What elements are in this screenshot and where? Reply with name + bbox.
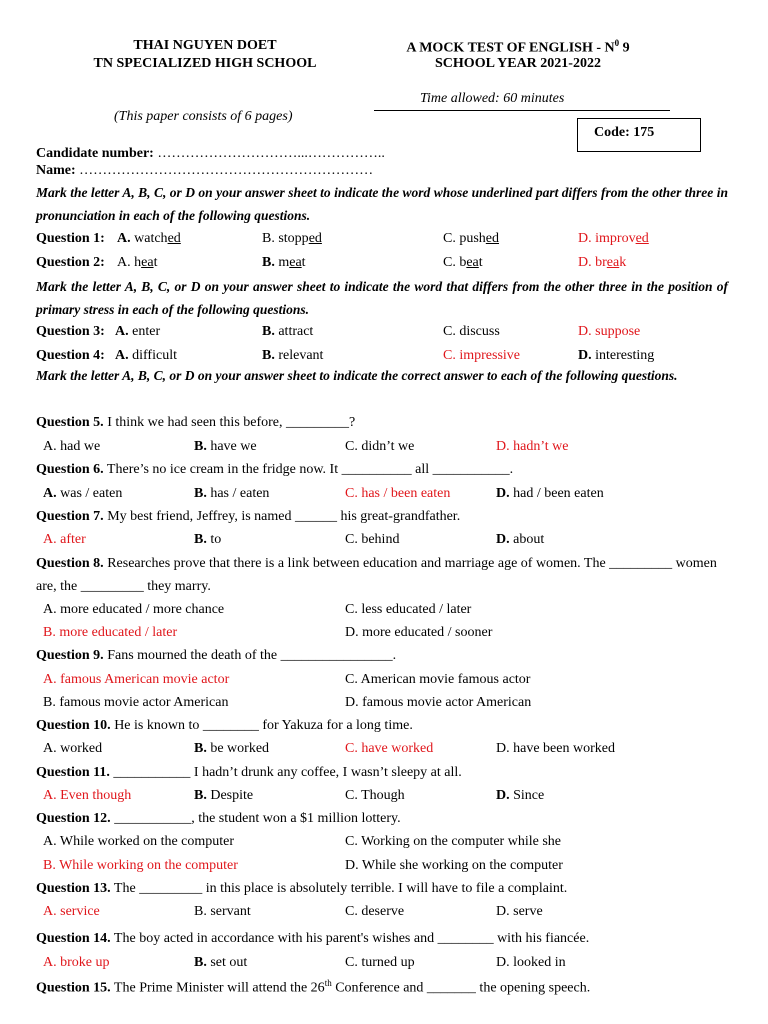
q2-option-c: C. beat	[443, 255, 483, 270]
test-title: A MOCK TEST OF ENGLISH - $N^0$ 9	[406, 38, 630, 56]
school-name: TN SPECIALIZED HIGH SCHOOL	[93, 56, 317, 71]
question-3: Question 3:	[36, 324, 105, 339]
q6-option-d: D. had / been eaten	[496, 486, 604, 501]
instruction-pronunciation: Mark the letter A, B, C, or D on your answer sheet to indicate the word whose underlined part differs from the other three in pronunciation in each of the following questions.	[36, 185, 728, 223]
q1-option-a: A. watched	[117, 231, 181, 246]
q3-option-a: A. enter	[115, 324, 161, 339]
q13-option-a: A. service	[43, 904, 100, 919]
school-authority: THAI NGUYEN DOET	[133, 38, 277, 53]
q8-option-d: D. more educated / sooner	[345, 625, 493, 640]
q8-option-b: B. more educated / later	[43, 625, 178, 640]
time-allowed: Time allowed: 60 minutes	[420, 91, 565, 106]
q6-option-c: C. has / been eaten	[345, 486, 451, 501]
q5-option-c: C. didn’t we	[345, 439, 415, 454]
q7-option-c: C. behind	[345, 532, 400, 547]
q14-option-b: B. set out	[194, 955, 248, 970]
q1-option-d: D. improved	[578, 231, 649, 246]
question-14: Question 14. The boy acted in accordance with his parent's wishes and ________ with his fiancée.	[36, 931, 590, 946]
q9-option-a: A. famous American movie actor	[43, 672, 230, 687]
q11-option-c: C. Though	[345, 788, 405, 803]
instruction-stress: Mark the letter A, B, C, or D on your answer sheet to indicate the word that differs from the other three in the position of primary stress in each of the following questions.	[36, 279, 728, 317]
code-box	[577, 118, 701, 152]
q11-option-a: A. Even though	[43, 788, 132, 803]
q14-option-a: A. broke up	[43, 955, 110, 970]
school-year: SCHOOL YEAR 2021-2022	[435, 56, 601, 71]
pages-note: (This paper consists of 6 pages)	[114, 109, 293, 124]
question-2: Question 2:	[36, 255, 105, 270]
q4-option-d: D. interesting	[578, 348, 655, 363]
exam-code: Code: 175	[594, 125, 655, 140]
question-7: Question 7. My best friend, Jeffrey, is named ______ his great-grandfather.	[36, 509, 461, 524]
question-4: Question 4:	[36, 348, 105, 363]
q13-option-d: D. serve	[496, 904, 543, 919]
question-10: Question 10. He is known to ________ for Yakuza for a long time.	[36, 718, 413, 733]
q11-option-b: B. Despite	[194, 788, 254, 803]
q1-option-b: B. stopped	[262, 231, 322, 246]
q13-option-b: B. servant	[194, 904, 251, 919]
q12-option-b: B. While working on the computer	[43, 858, 238, 873]
q12-option-a: A. While worked on the computer	[43, 834, 235, 849]
q5-option-b: B. have we	[194, 439, 257, 454]
question-9: Question 9. Fans mourned the death of the ________________.	[36, 648, 397, 663]
question-13: Question 13. The _________ in this place is absolutely terrible. I will have to file a complaint.	[36, 881, 568, 896]
q2-option-b: B. meat	[262, 255, 306, 270]
q1-option-c: C. pushed	[443, 231, 500, 246]
q11-option-d: D. Since	[496, 788, 545, 803]
instruction-correct-answer: Mark the letter A, B, C, or D on your answer sheet to indicate the correct answer to each of the following questions.	[36, 368, 678, 383]
q4-option-c: C. impressive	[443, 348, 520, 363]
question-6: Question 6. There’s no ice cream in the fridge now. It __________ all ___________.	[36, 462, 514, 477]
q7-option-d: D. about	[496, 532, 545, 547]
q4-option-a: A. difficult	[115, 348, 177, 363]
q6-option-a: A. was / eaten	[43, 486, 123, 501]
q10-option-b: B. be worked	[194, 741, 270, 756]
q7-option-a: A. after	[43, 532, 86, 547]
q9-option-c: C. American movie famous actor	[345, 672, 531, 687]
q14-option-d: D. looked in	[496, 955, 566, 970]
q3-option-d: D. suppose	[578, 324, 641, 339]
question-11: Question 11. ___________ I hadn’t drunk any coffee, I wasn’t sleepy at all.	[36, 765, 462, 780]
q5-option-a: A. had we	[43, 439, 101, 454]
q4-option-b: B. relevant	[262, 348, 324, 363]
q10-option-a: A. worked	[43, 741, 103, 756]
q12-option-c: C. Working on the computer while she	[345, 834, 561, 849]
q13-option-c: C. deserve	[345, 904, 405, 919]
q14-option-c: C. turned up	[345, 955, 415, 970]
q8-option-c: C. less educated / later	[345, 602, 472, 617]
header-divider	[374, 110, 670, 111]
q2-option-d: D. break	[578, 255, 627, 270]
q10-option-d: D. have been worked	[496, 741, 615, 756]
question-5: Question 5. I think we had seen this before, _________?	[36, 415, 356, 430]
q10-option-c: C. have worked	[345, 741, 434, 756]
q2-option-a: A. heat	[117, 255, 158, 270]
q12-option-d: D. While she working on the computer	[345, 858, 563, 873]
q7-option-b: B. to	[194, 532, 222, 547]
q5-option-d: D. hadn’t we	[496, 439, 569, 454]
q9-option-d: D. famous movie actor American	[345, 695, 532, 710]
q8-option-a: A. more educated / more chance	[43, 602, 225, 617]
q9-option-b: B. famous movie actor American	[43, 695, 229, 710]
question-15: Question 15. The Prime Minister will attend the 26th Conference and _______ the opening speech.	[36, 978, 591, 996]
name-line: Name: ………………………………………………………	[36, 163, 374, 178]
question-8: Question 8. Researches prove that there is a link between education and marriage age of women. The _________ women are, the _________ they marry.	[36, 556, 717, 594]
q3-option-b: B. attract	[262, 324, 314, 339]
question-1: Question 1:	[36, 231, 105, 246]
candidate-number-line: Candidate number: …………………………...……………..	[36, 146, 385, 161]
question-12: Question 12. ___________, the student won a $1 million lottery.	[36, 811, 401, 826]
q3-option-c: C. discuss	[443, 324, 500, 339]
q6-option-b: B. has / eaten	[194, 486, 270, 501]
